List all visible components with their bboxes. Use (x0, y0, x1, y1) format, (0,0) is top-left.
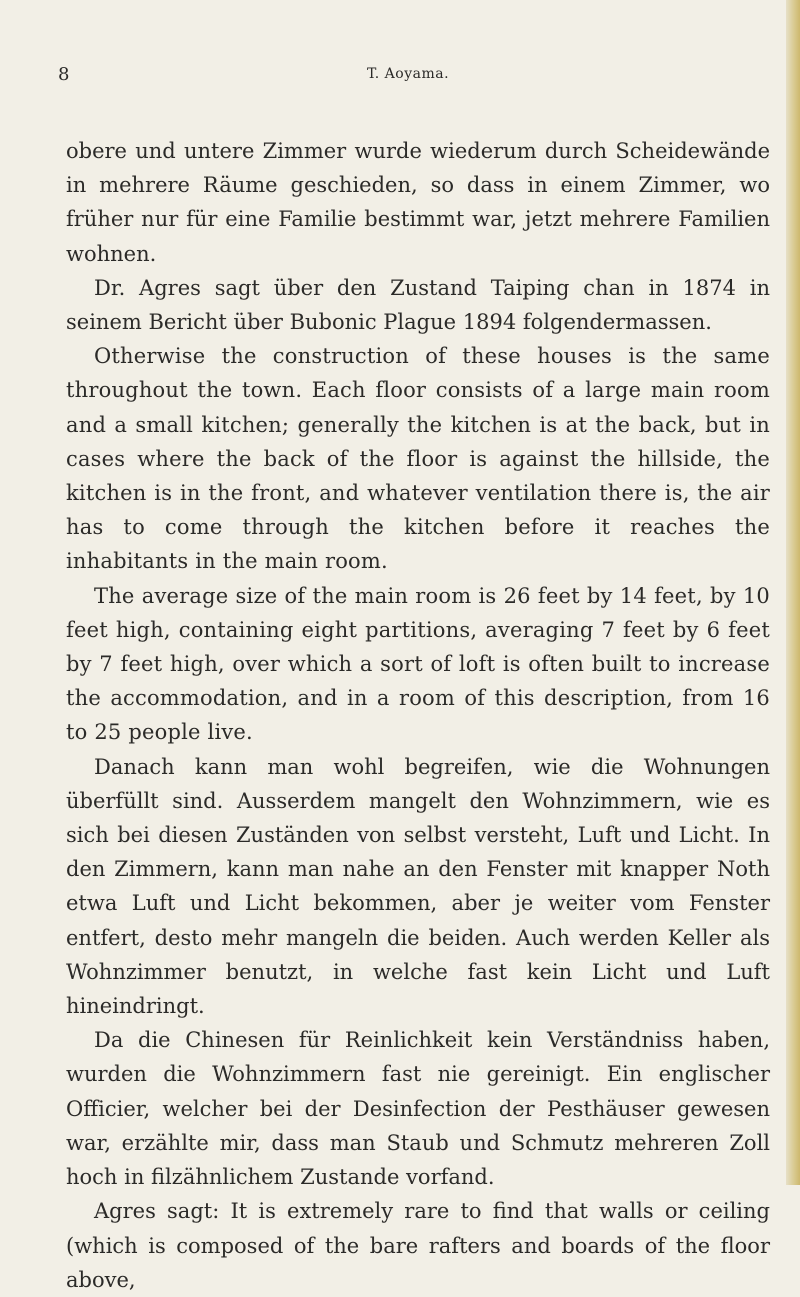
page-edge (786, 0, 800, 1185)
paragraph-7: Agres sagt: It is extremely rare to find that walls or ceiling (which is composed of the bare rafters and boards of the floor above, (66, 1199, 770, 1292)
page-header (58, 64, 758, 86)
paragraph-6: Da die Chinesen für Reinlichkeit kein Verständniss haben, wurden die Wohnzimmern fast nie gereinigt. Ein englischer Officier, welcher bei der Desinfection der Pesthäuser gewesen war, erzählte mir, dass man Staub und Schmutz mehreren Zoll hoch in filzähnlichem Zustande vorfand. (66, 1028, 770, 1190)
paragraph-5: Danach kann man wohl begreifen, wie die Wohnungen überfüllt sind. Ausserdem mangelt den Wohnzimmern, wie es sich bei diesen Zuständen von selbst versteht, Luft und Licht. In den Zimmern, kann man nahe an den Fenster mit knapper Noth etwa Luft und Licht bekommen, aber je weiter vom Fenster entfert, desto mehr mangeln die beiden. Auch werden Keller als Wohnzimmer benutzt, in welche fast kein Licht und Luft hineindringt. (66, 754, 770, 1019)
paragraph-4: The average size of the main room is 26 feet by 14 feet, by 10 feet high, containing eight partitions, averaging 7 feet by 6 feet by 7 feet high, over which a sort of loft is often built to increase the accommodation, and in a room of this description, from 16 to 25 people live. (66, 583, 770, 745)
paragraph-1: obere und untere Zimmer wurde wiederum durch Scheidewände in mehrere Räume geschieden, so dass in einem Zimmer, wo früher nur für eine Familie bestimmt war, jetzt mehrere Familien wohnen. (66, 139, 770, 266)
paragraph-2: Dr. Agres sagt über den Zustand Taiping chan in 1874 in seinem Bericht über Bubonic Plague 1894 folgendermassen. (66, 275, 770, 335)
running-head: T. Aoyama. (366, 66, 450, 82)
body-text (66, 134, 770, 1297)
page-number: 8 (58, 64, 70, 85)
paragraph-3: Otherwise the construction of these houses is the same throughout the town. Each floor consists of a large main room and a small kitchen; generally the kitchen is at the back, but in cases where the back of the floor is against the hillside, the kitchen is in the front, and whatever ventilation there is, the air has to come through the kitchen before it reaches the inhabitants in the main room. (66, 344, 770, 574)
